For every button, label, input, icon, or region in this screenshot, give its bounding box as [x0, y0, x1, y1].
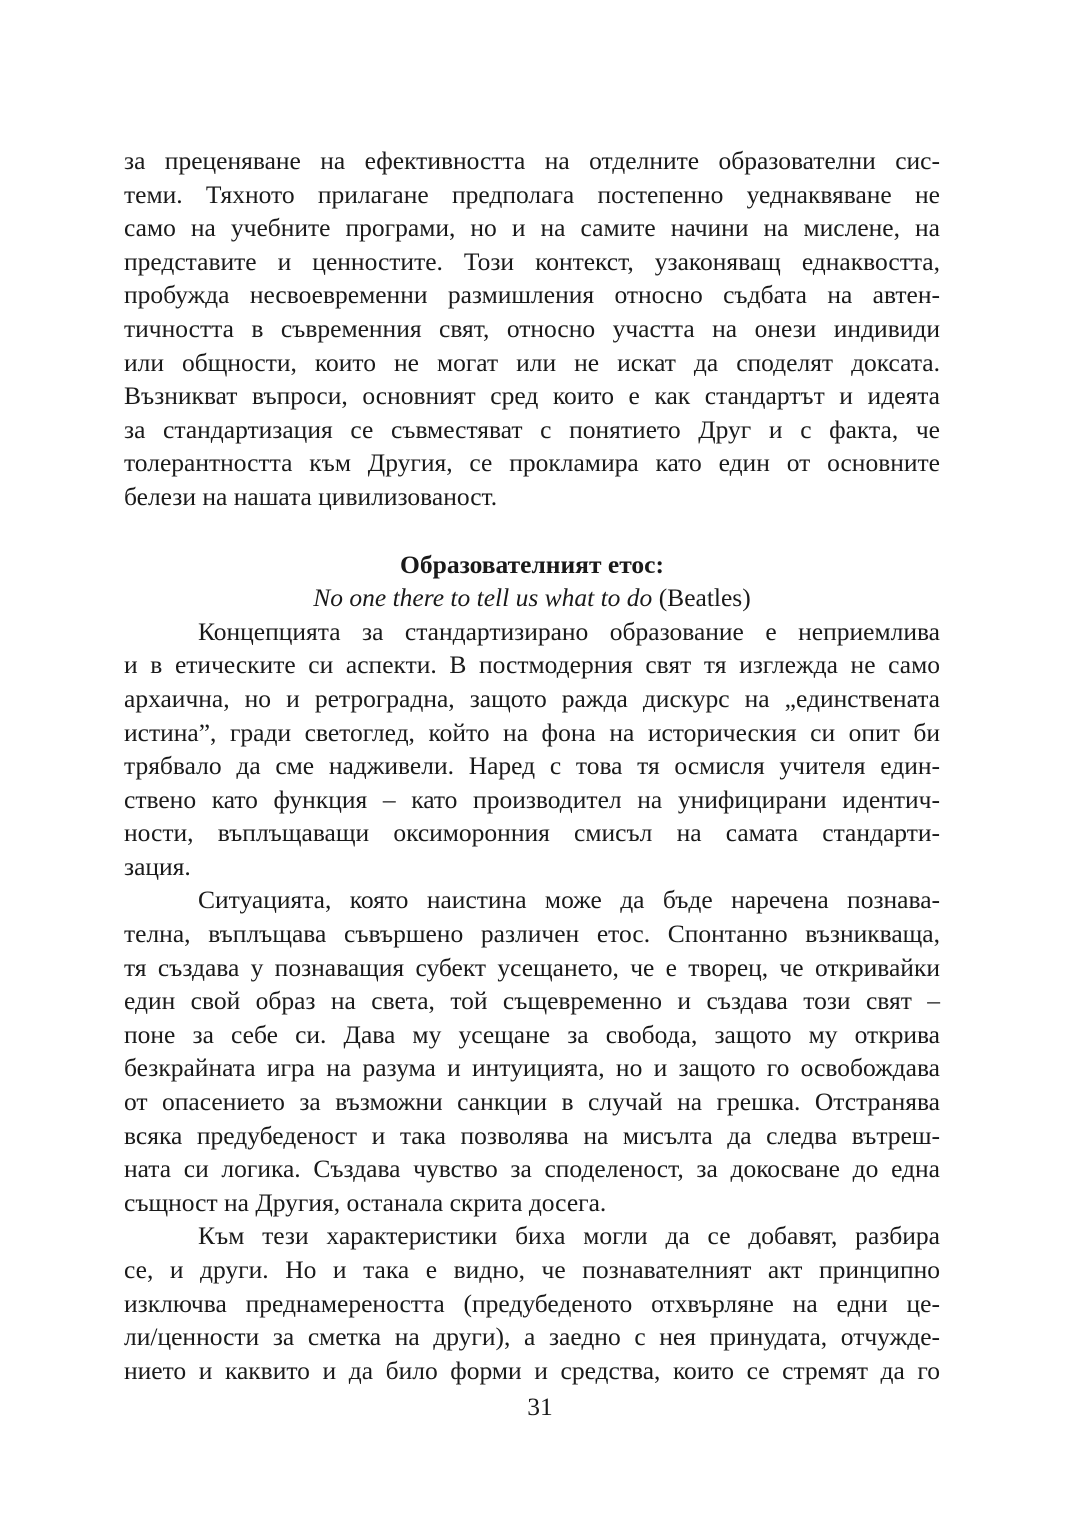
- text-line: или общности, които не могат или не искат да споделят доксата.: [124, 347, 940, 377]
- text-line: ствено като функция – като производител на унифицирани идентич-: [124, 784, 940, 814]
- paragraph-2: [124, 883, 940, 1219]
- text-line: трябвало да сме надживели. Наред с това тя осмисля учителя един-: [124, 751, 940, 781]
- text-line: тя създава у познаващия субект усещането, че е творец, че откривайки: [124, 952, 940, 982]
- subheading-quote: No one there to tell us what to do: [313, 583, 653, 613]
- text-line: Концепцията за стандартизирано образование е неприемлива: [198, 616, 940, 646]
- intro-paragraph: [124, 144, 940, 514]
- text-line: ли/ценности за сметка на други), а заедно с нея принудата, отчужде-: [124, 1322, 940, 1352]
- paragraph-1: [124, 615, 940, 884]
- text-line: изключва преднамереността (предубеденото отхвърляне на едни це-: [124, 1288, 940, 1318]
- subheading-attribution: (Beatles): [652, 583, 751, 613]
- text-line: поне за себе си. Дава му усещане за свобода, защото му открива: [124, 1019, 940, 1049]
- page-number: 31: [527, 1392, 553, 1421]
- text-line: телна, въплъщава съвършено различен етос. Спонтанно възникваща,: [124, 919, 940, 949]
- text-line: се, и други. Но и така е видно, че познавателният акт принципно: [124, 1255, 940, 1284]
- section-subheading: [124, 581, 940, 615]
- text-line: пробужда несвоевременни размишления относно съдбата на автен-: [124, 280, 940, 310]
- text-line: безкрайната игра на разума и интуицията, но и защото го освобождава: [124, 1053, 940, 1083]
- text-line: за стандартизация се съвместяват с понятието Друг и с факта, че: [124, 414, 940, 444]
- paragraph-3: [124, 1219, 940, 1387]
- text-line: същност на Другия, останала скрита досега.: [124, 1187, 607, 1217]
- text-line: ности, въплъщаващи оксиморонния смисъл на самата стандарти-: [124, 818, 940, 848]
- page-text: [124, 144, 940, 1387]
- text-line: от опасението за възможни санкции в случай на грешка. Отстранява: [124, 1087, 940, 1117]
- text-line: зация.: [124, 851, 191, 881]
- text-line: ната си логика. Създава чувство за споделеност, за докосване до една: [124, 1154, 940, 1184]
- text-line: само на учебните програми, но и на самите начини на мислене, на: [124, 213, 940, 243]
- text-line: тичността в съвременния свят, относно участта на онези индивиди: [124, 313, 940, 343]
- text-line: толерантността към Другия, се прокламира като един от основните: [124, 448, 940, 478]
- text-line: истина”, гради светоглед, който на фона на историческия си опит би: [124, 717, 940, 747]
- text-line: архаична, но и ретроградна, защото ражда дискурс на „единствената: [124, 683, 940, 713]
- text-line: нието и каквито и да било форми и средства, които се стремят да го: [124, 1355, 940, 1385]
- text-line: теми. Тяхното прилагане предполага постепенно уеднаквяване не: [124, 179, 940, 209]
- text-line: Ситуацията, която наистина може да бъде наречена познава-: [198, 885, 940, 915]
- text-line: всяка предубеденост и така позволява на мисълта да следва вътреш-: [124, 1120, 940, 1150]
- section-heading: Образователният етос:: [400, 549, 664, 579]
- text-line: и в етическите си аспекти. В постмодерния свят тя изглежда не само: [124, 650, 940, 680]
- text-line: представите и ценностите. Този контекст, узаконяващ еднаквостта,: [124, 246, 940, 276]
- text-line: един свой образ на света, той същевременно и създава този свят –: [124, 986, 940, 1016]
- text-line: Възникват въпроси, основният сред които е как стандартът и идеята: [124, 381, 940, 411]
- text-line: за преценяване на ефективността на отделните образователни сис-: [124, 146, 940, 175]
- text-line: белези на нашата цивилизованост.: [124, 481, 498, 511]
- text-line: Към тези характеристики биха могли да се добавят, разбира: [198, 1221, 940, 1251]
